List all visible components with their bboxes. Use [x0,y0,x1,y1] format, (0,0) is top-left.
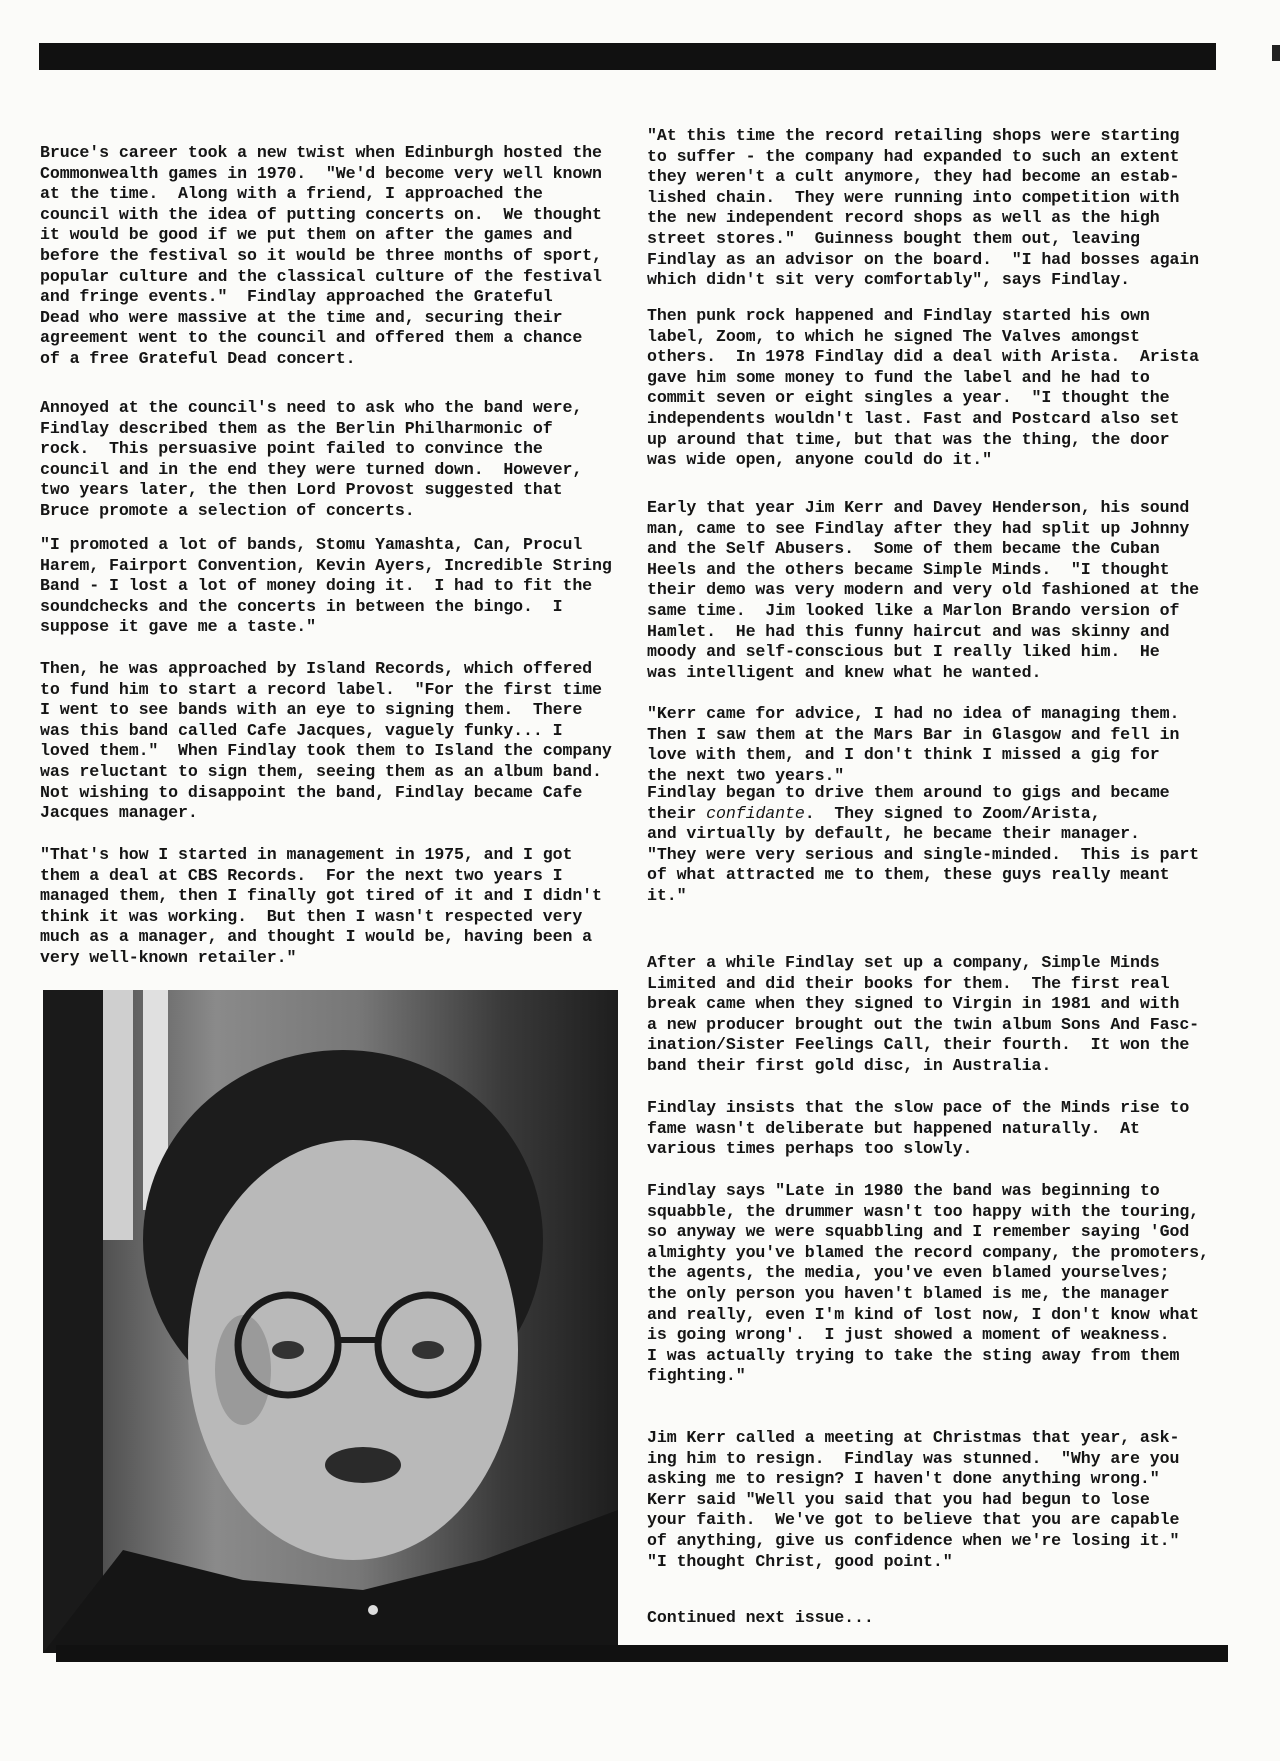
text-line: before the festival so it would be three months of sport, [40,245,602,265]
text-line: Heels and the others became Simple Minds. "I thought [647,559,1170,579]
text-line: and fringe events." Findlay approached the Grateful [40,287,553,307]
text-line: Hamlet. He had this funny haircut and was skinny and [647,621,1170,641]
text-line: was reluctant to sign them, seeing them as an album band. [40,761,602,781]
text-line: Annoyed at the council's need to ask who the band were, [40,398,583,417]
text-line: very well-known retailer." [40,947,297,967]
text-line: of anything, give us confidence when we're losing it." [647,1530,1180,1550]
text-line: Jacques manager. [40,803,198,823]
paragraph [40,659,612,824]
text-line: ination/Sister Feelings Call, their fourth. It won the [647,1035,1190,1055]
text-line: two years later, the then Lord Provost suggested that [40,480,563,500]
text-line: almighty you've blamed the record company, the promoters, [647,1242,1209,1262]
text-line: band their first gold disc, in Australia. [647,1055,1052,1075]
text-line: "They were very serious and single-minded. This is part [647,844,1200,864]
paragraph [40,398,582,522]
text-line: Limited and did their books for them. The first real [647,973,1170,993]
text-line: asking me to resign? I haven't done anything wrong." [647,1469,1160,1489]
text-line: lished chain. They were running into competition with [647,187,1180,207]
text-line: man, came to see Findlay after they had split up Johnny [647,518,1190,538]
text-line: them a deal at CBS Records. For the next two years I [40,865,563,885]
text-line: Band - I lost a lot of money doing it. I had to fit the [40,576,593,596]
text-line: popular culture and the classical culture of the festival [40,266,602,286]
text-line: Then I saw them at the Mars Bar in Glasgow and fell in [647,724,1180,744]
text-line: love with them, and I don't think I missed a gig for [647,745,1160,765]
text-line: ing him to resign. Findlay was stunned. "Why are you [647,1448,1180,1468]
text-line: squabble, the drummer wasn't too happy with the touring, [647,1201,1200,1221]
text-line: so anyway we were squabbling and I remember saying 'God [647,1222,1190,1242]
text-line: and virtually by default, he became their manager. [647,824,1140,844]
text-fragment: . They signed to Zoom/Arista, [804,803,1101,823]
text-line: is going wrong'. I just showed a moment of weakness. [647,1325,1170,1345]
text-line: Early that year Jim Kerr and Davey Henderson, his sound [647,498,1190,517]
paragraph [647,783,1199,907]
text-line: which didn't sit very comfortably", says Findlay. [647,270,1131,290]
text-line: After a while Findlay set up a company, Simple Minds [647,953,1160,972]
text-line: managed them, then I finally got tired of it and I didn't [40,886,602,906]
text-line: to suffer - the company had expanded to such an extent [647,146,1180,166]
text-line: and the Self Abusers. Some of them became the Cuban [647,539,1160,559]
text-line: the next two years." [647,765,845,785]
text-line: fame wasn't deliberate but happened naturally. At [647,1118,1140,1138]
paragraph [40,845,602,969]
text-line: to fund him to start a record label. "For the first time [40,679,602,699]
text-line: street stores." Guinness bought them out, leaving [647,228,1140,248]
text-line: Findlay described them as the Berlin Philharmonic of [40,418,553,438]
text-line: suppose it gave me a taste." [40,617,317,637]
text-line: of what attracted me to them, these guys really meant [647,865,1170,885]
text-line: moody and self-conscious but I really liked him. He [647,642,1160,662]
portrait-photo [43,990,618,1653]
text-line: "I promoted a lot of bands, Stomu Yamashta, Can, Procul [40,535,583,554]
text-line: the agents, the media, you've even blamed yourselves; [647,1263,1170,1283]
edge-mark [1272,45,1280,61]
text-line: Dead who were massive at the time and, securing their [40,307,563,327]
text-line: label, Zoom, to which he signed The Valves amongst [647,326,1140,346]
text-line: "Kerr came for advice, I had no idea of managing them. [647,704,1180,723]
text-line: it." [647,885,687,905]
text-line: they weren't a cult anymore, they had become an estab- [647,167,1180,187]
text-line: gave him some money to fund the label and he had to [647,367,1150,387]
text-line: the new independent record shops as well as the high [647,208,1160,228]
text-line: at the time. Along with a friend, I approached the [40,184,543,204]
text-line: their demo was very modern and very old fashioned at the [647,580,1200,600]
text-line: I was actually trying to take the sting away from them [647,1345,1180,1365]
paragraph [647,1181,1209,1387]
text-line: Not wishing to disappoint the band, Findlay became Cafe [40,782,583,802]
paragraph [647,1428,1179,1572]
paragraph [647,953,1199,1077]
text-line: independents wouldn't last. Fast and Postcard also set [647,408,1180,428]
paragraph [40,535,612,638]
text-line: Then, he was approached by Island Records, which offered [40,659,593,678]
bottom-rule [56,1645,1228,1662]
text-line: I went to see bands with an eye to signing them. There [40,700,583,720]
text-line: break came when they signed to Virgin in 1981 and with [647,994,1180,1014]
text-line: Findlay began to drive them around to gigs and became [647,783,1170,802]
text-line: fighting." [647,1366,746,1386]
portrait-image [43,990,618,1653]
text-line: various times perhaps too slowly. [647,1139,973,1159]
text-line: was this band called Cafe Jacques, vaguely funky... I [40,720,563,740]
text-line: "At this time the record retailing shops were starting [647,126,1180,145]
text-line [647,804,1199,825]
text-line: was wide open, anyone could do it." [647,450,993,470]
text-line: Findlay as an advisor on the board. "I had bosses again [647,249,1200,269]
text-line: your faith. We've got to believe that you are capable [647,1510,1180,1530]
text-line: was intelligent and knew what he wanted. [647,662,1042,682]
text-line: Commonwealth games in 1970. "We'd become very well known [40,163,602,183]
text-line: Then punk rock happened and Findlay started his own [647,306,1150,325]
text-line: a new producer brought out the twin album Sons And Fasc- [647,1014,1200,1034]
text-line: Jim Kerr called a meeting at Christmas that year, ask- [647,1428,1180,1447]
text-line: Bruce's career took a new twist when Edinburgh hosted the [40,143,602,162]
paragraph [40,143,602,370]
paragraph [647,126,1199,291]
text-line: soundchecks and the concerts in between the bingo. I [40,596,563,616]
text-line: Findlay insists that the slow pace of the Minds rise to [647,1098,1190,1117]
text-line: Harem, Fairport Convention, Kevin Ayers, Incredible String [40,555,612,575]
italic-word: confidante [706,803,805,823]
text-line: Findlay says "Late in 1980 the band was beginning to [647,1181,1160,1200]
text-fragment: their [647,803,707,823]
paragraph [647,306,1199,471]
continued-note: Continued next issue... [647,1608,874,1627]
text-line: up around that time, but that was the thing, the door [647,429,1170,449]
text-line: "I thought Christ, good point." [647,1551,953,1571]
text-line: same time. Jim looked like a Marlon Brando version of [647,600,1180,620]
paragraph [647,1098,1189,1160]
paragraph [647,704,1179,786]
text-line: much as a manager, and thought I would be, having been a [40,927,593,947]
paragraph [647,498,1199,683]
top-rule [39,43,1216,70]
text-line: agreement went to the council and offered them a chance [40,328,583,348]
text-line: rock. This persuasive point failed to convince the [40,439,543,459]
text-line: think it was working. But then I wasn't respected very [40,906,583,926]
text-line: Kerr said "Well you said that you had begun to lose [647,1489,1150,1509]
text-line: of a free Grateful Dead concert. [40,348,356,368]
text-line: "That's how I started in management in 1975, and I got [40,845,573,864]
text-line: commit seven or eight singles a year. "I thought the [647,388,1170,408]
text-line: loved them." When Findlay took them to Island the company [40,741,612,761]
text-line: and really, even I'm kind of lost now, I don't know what [647,1304,1200,1324]
text-line: council with the idea of putting concerts on. We thought [40,204,602,224]
text-line: it would be good if we put them on after the games and [40,225,573,245]
text-line: council and in the end they were turned down. However, [40,459,583,479]
text-line: the only person you haven't blamed is me, the manager [647,1283,1170,1303]
text-line: Bruce promote a selection of concerts. [40,500,415,520]
text-line: others. In 1978 Findlay did a deal with Arista. Arista [647,347,1200,367]
